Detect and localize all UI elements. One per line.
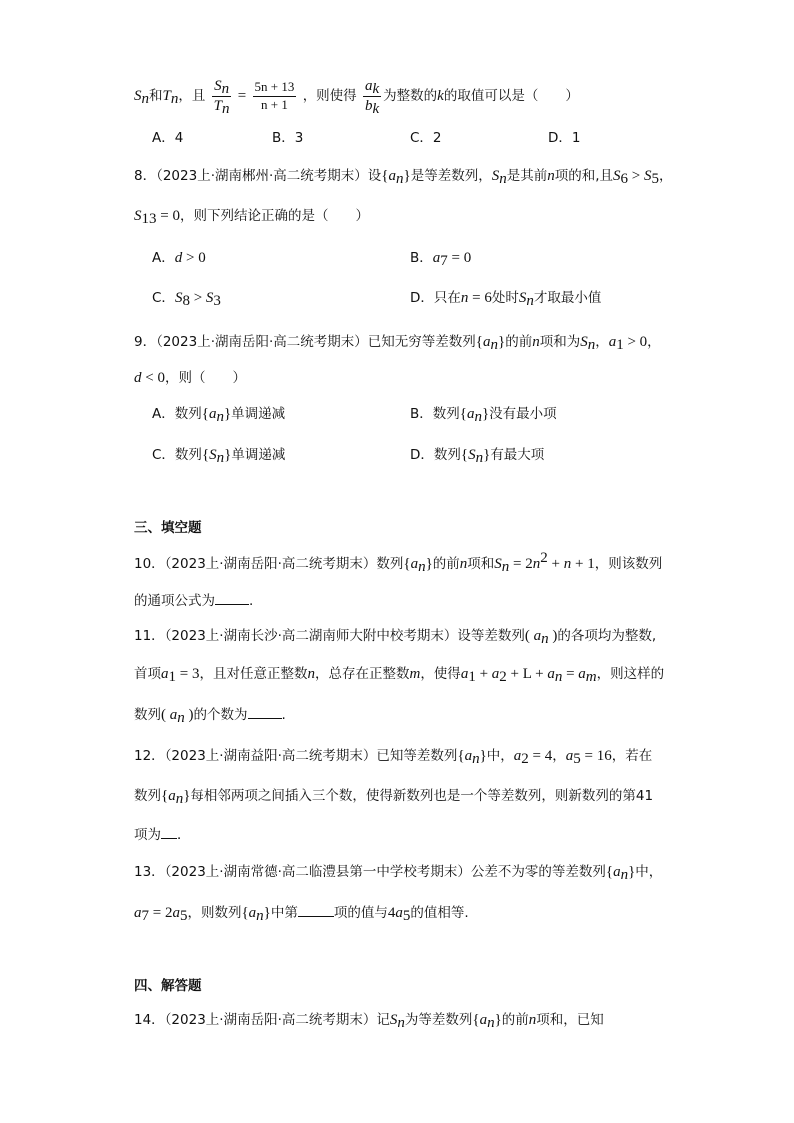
q7-fraction-right: $\frac{5n + 13}{n + 1}$ (254, 79, 295, 112)
q10-stem-line1: 10．（2023上·湖南岳阳·高二统考期末）数列$\{a_n\}$的前n项和$S_n = 2n^2 + n + 1$，则该数列 (134, 550, 663, 575)
q8-stem-line2: $S_{13} = 0$，则下列结论正确的是（ ） (134, 208, 369, 227)
q7-option-b[interactable]: B．3 (272, 130, 304, 146)
q7-option-d[interactable]: D．1 (548, 130, 581, 146)
q11-stem-line2: 首项$a_1 = 3$，且对任意正整数n，总存在正整数m，使得$a_1 + a_2 + L + a_n = a_m$，则这样的 (134, 666, 665, 685)
q8-option-c[interactable]: C．$S_8 > S_3$ (152, 290, 221, 309)
q8-option-d[interactable]: D．只在n = 6处时$S_n$才取最小值 (410, 290, 602, 309)
q7-fraction-left: $\frac{S_n}{T_n}$ (213, 78, 230, 117)
q13-answer-blank[interactable] (298, 902, 334, 917)
q11-answer-blank[interactable] (248, 704, 282, 719)
q12-stem-line1: 12．（2023上·湖南益阳·高二统考期末）已知等差数列$\{a_n\}$中，$a_2 = 4$，$a_5 = 16$，若在 (134, 748, 653, 767)
q9-option-d[interactable]: D．数列$\{S_n\}$有最大项 (410, 447, 545, 466)
q12-answer-blank[interactable] (161, 824, 177, 839)
q9-stem-line2: d < 0，则（ ） (134, 370, 246, 386)
q14-stem-line1: 14．（2023上·湖南岳阳·高二统考期末）记$S_n$为等差数列$\{a_n\}$的前n项和，已知 (134, 1012, 604, 1031)
q8-stem-line1: 8．（2023上·湖南郴州·高二统考期末）设$\{a_n\}$是等差数列，$S_n$是其前n项的和,且$S_6 > S_5$， (134, 168, 673, 187)
q7-option-a[interactable]: A．4 (152, 130, 184, 146)
q7-fraction-ab: $\frac{a_k}{b_k}$ (364, 78, 380, 117)
q13-stem-line2: $a_7 = 2a_5$，则数列$\{a_n\}$中第 项的值与$4a_5$的值相等. (134, 902, 469, 923)
q10-stem-line2: 的通项公式为 . (134, 590, 253, 611)
q8-option-b[interactable]: B．$a_7 = 0$ (410, 250, 472, 269)
q7-stem: $S_n$和$T_n$，且 $\frac{S_n}{T_n}$ = $\frac{5n + 13}{n + 1}$ ，则使得 $\frac{a_k}{b_k}$ 为整数的k的取值可以是（ ） (134, 78, 579, 117)
q9-option-a[interactable]: A．数列$\{a_n\}$单调递减 (152, 406, 286, 425)
q10-answer-blank[interactable] (215, 590, 249, 605)
q12-stem-line2: 数列$\{a_n\}$每相邻两项之间插入三个数，使得新数列也是一个等差数列，则新数列的第41 (134, 788, 654, 807)
q11-stem-line1: 11．（2023上·湖南长沙·高二湖南师大附中校考期末）设等差数列( $a_n$ )的各项均为整数, (134, 628, 657, 647)
section-fill-in-heading: 三、填空题 (134, 520, 202, 536)
q12-stem-line3: 项为 ． (134, 824, 191, 845)
q8-option-a[interactable]: A．d > 0 (152, 250, 206, 266)
q13-stem-line1: 13．（2023上·湖南常德·高二临澧县第一中学校考期末）公差不为零的等差数列$\{a_n\}$中， (134, 864, 663, 883)
q11-stem-line3: 数列( $a_n$ )的个数为 . (134, 704, 286, 725)
q9-stem-line1: 9．（2023上·湖南岳阳·高二统考期末）已知无穷等差数列$\{a_n\}$的前n项和为$S_n$，$a_1 > 0$， (134, 334, 661, 353)
q9-option-b[interactable]: B．数列$\{a_n\}$没有最小项 (410, 406, 557, 425)
q9-option-c[interactable]: C．数列$\{S_n\}$单调递减 (152, 447, 286, 466)
q7-option-c[interactable]: C．2 (410, 130, 442, 146)
section-solve-heading: 四、解答题 (134, 978, 202, 994)
